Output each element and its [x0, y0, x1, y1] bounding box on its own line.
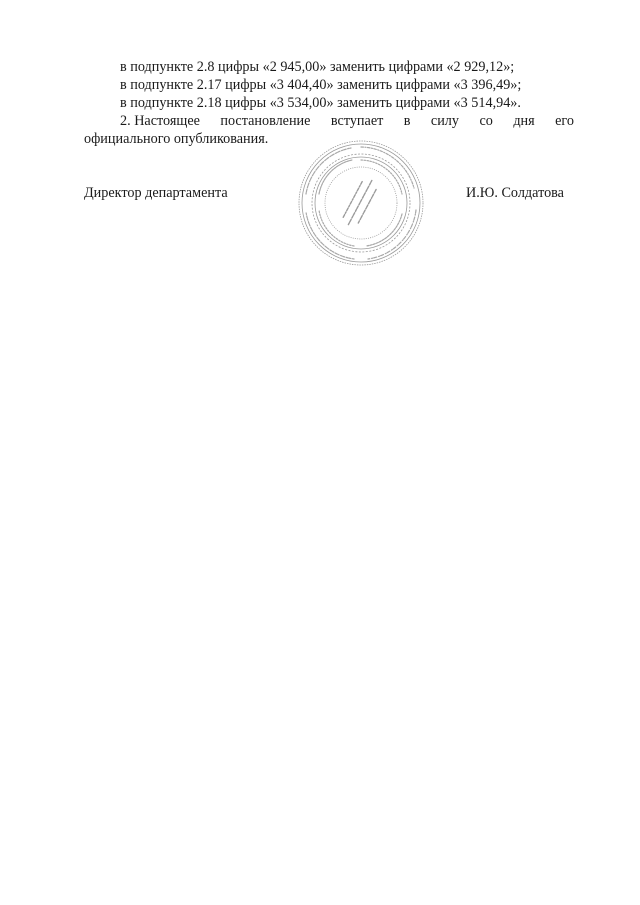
signatory-name: И.Ю. Солдатова [466, 185, 564, 201]
paragraph-word: его [555, 113, 574, 129]
paragraph-word: дня [513, 113, 535, 129]
effective-date-continuation: официального опубликования. [84, 131, 269, 147]
effective-date-paragraph [84, 112, 574, 130]
paragraph-word: вступает [330, 113, 384, 129]
paragraph-word: постановление [220, 113, 311, 129]
amendment-line-2-8: в подпункте 2.8 цифры «2 945,00» заменить цифрами «2 929,12»; [120, 59, 515, 75]
document-body [84, 58, 574, 148]
amendment-line-2-18: в подпункте 2.18 цифры «3 534,00» заменить цифрами «3 514,94». [120, 95, 521, 111]
official-seal-stamp [296, 138, 426, 268]
amendment-line-2-17: в подпункте 2.17 цифры «3 404,40» заменить цифрами «3 396,49»; [120, 77, 522, 93]
signatory-position: Директор департамента [84, 185, 228, 201]
paragraph-word: силу [430, 113, 459, 129]
paragraph-word: 2. Настоящее [120, 113, 200, 129]
paragraph-word: в [403, 113, 411, 129]
paragraph-word: со [479, 113, 493, 129]
